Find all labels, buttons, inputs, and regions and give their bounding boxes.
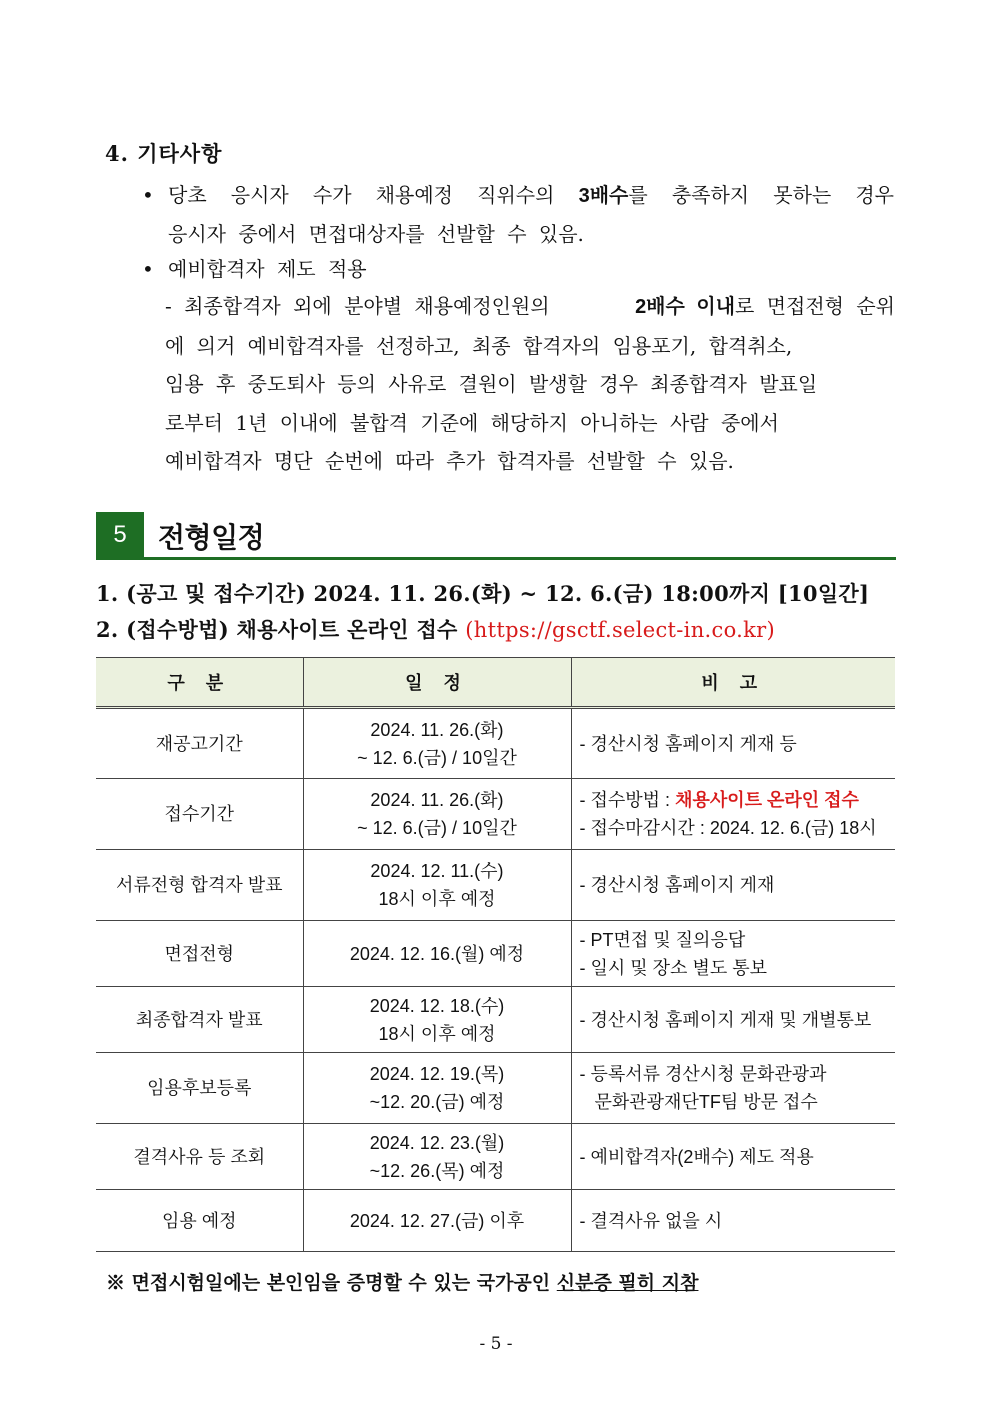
detail-line: 로부터 1년 이내에 불합격 기준에 해당하지 아니하는 사람 중에서 xyxy=(165,410,779,435)
column-header: 일 정 xyxy=(303,658,571,708)
table-row xyxy=(96,1190,895,1252)
bullet-line: 응시자 중에서 면접대상자를 선발할 수 있음. xyxy=(168,222,584,246)
page-number: - 5 - xyxy=(479,1334,513,1354)
category-cell: 결격사유 등 조회 xyxy=(96,1124,303,1190)
schedule-cell: 2024. 12. 27.(금) 이후 xyxy=(303,1190,571,1252)
schedule-cell: 2024. 11. 26.(화) ~ 12. 6.(금) / 10일간 xyxy=(303,779,571,850)
section-5-title: 전형일정 xyxy=(158,522,265,553)
category-cell: 임용 예정 xyxy=(96,1190,303,1252)
table-row xyxy=(96,921,895,987)
category-cell: 임용후보등록 xyxy=(96,1053,303,1124)
schedule-cell: 2024. 12. 11.(수) 18시 이후 예정 xyxy=(303,850,571,921)
category-cell: 최종합격자 발표 xyxy=(96,987,303,1053)
category-cell: 서류전형 합격자 발표 xyxy=(96,850,303,921)
note-cell: - 경산시청 홈페이지 게재 xyxy=(571,850,895,921)
note-cell: - 경산시청 홈페이지 게재 및 개별통보 xyxy=(571,987,895,1053)
application-method: 2. (접수방법) 채용사이트 온라인 접수 (https://gsctf.select-in.co.kr) xyxy=(96,617,775,642)
detail-line: 에 의거 예비합격자를 선정하고, 최종 합격자의 임용포기, 합격취소, xyxy=(165,333,793,358)
column-header: 구 분 xyxy=(96,658,303,708)
table-row xyxy=(96,987,895,1053)
bullet-dot-icon: • xyxy=(142,257,154,281)
section-divider xyxy=(96,557,896,560)
note-cell: - 등록서류 경산시청 문화관광과 문화관광재단TF팀 방문 접수 xyxy=(571,1053,895,1124)
bullet-item xyxy=(142,250,894,288)
bullet-line: 당초 응시자 수가 채용예정 직위수의 3배수를 충족하지 못하는 경우 xyxy=(168,183,895,207)
schedule-cell: 2024. 12. 23.(월) ~12. 26.(목) 예정 xyxy=(303,1124,571,1190)
category-cell: 재공고기간 xyxy=(96,708,303,779)
schedule-cell: 2024. 12. 16.(월) 예정 xyxy=(303,921,571,987)
application-period: 1. (공고 및 접수기간) 2024. 11. 26.(화) ~ 12. 6.(금) 18:00까지 [10일간] xyxy=(96,581,870,606)
schedule-table xyxy=(96,657,895,1252)
schedule-cell: 2024. 11. 26.(화) ~ 12. 6.(금) / 10일간 xyxy=(303,708,571,779)
bullet-dot-icon: • xyxy=(142,183,154,207)
site-url[interactable]: (https://gsctf.select-in.co.kr) xyxy=(465,618,775,642)
category-cell: 면접전형 xyxy=(96,921,303,987)
id-notice: ※ 면접시험일에는 본인임을 증명할 수 있는 국가공인 신분증 필히 지참 xyxy=(106,1272,699,1294)
column-header: 비 고 xyxy=(571,658,895,708)
detail-line: - 최종합격자 외에 분야별 채용예정인원의 2배수 이내로 면접전형 순위 xyxy=(165,294,895,318)
note-cell: - 경산시청 홈페이지 게재 등 xyxy=(571,708,895,779)
table-row xyxy=(96,850,895,921)
schedule-cell: 2024. 12. 18.(수) 18시 이후 예정 xyxy=(303,987,571,1053)
detail-line: 예비합격자 명단 순번에 따라 추가 합격자를 선발할 수 있음. xyxy=(165,449,734,473)
table-row xyxy=(96,1053,895,1124)
note-cell: - 접수방법 : 채용사이트 온라인 접수 - 접수마감시간 : 2024. 12. 6.(금) 18시 xyxy=(571,779,895,850)
category-cell: 접수기간 xyxy=(96,779,303,850)
bullet-item xyxy=(142,176,894,253)
schedule-cell: 2024. 12. 19.(목) ~12. 20.(금) 예정 xyxy=(303,1053,571,1124)
table-row xyxy=(96,779,895,850)
note-cell: - PT면접 및 질의응답 - 일시 및 장소 별도 통보 xyxy=(571,921,895,987)
detail-line: 임용 후 중도퇴사 등의 사유로 결원이 발생할 경우 최종합격자 발표일 xyxy=(165,372,818,396)
section-number-badge: 5 xyxy=(96,512,144,558)
table-row xyxy=(96,1124,895,1190)
table-header-row xyxy=(96,658,895,708)
note-cell: - 결격사유 없을 시 xyxy=(571,1190,895,1252)
bullet-line: 예비합격자 제도 적용 xyxy=(168,257,367,281)
table-row xyxy=(96,708,895,779)
reserve-candidate-detail xyxy=(165,287,895,481)
note-cell: - 예비합격자(2배수) 제도 적용 xyxy=(571,1124,895,1190)
section-5-header xyxy=(96,512,896,560)
section-4-title: 4. 기타사항 xyxy=(105,141,223,166)
